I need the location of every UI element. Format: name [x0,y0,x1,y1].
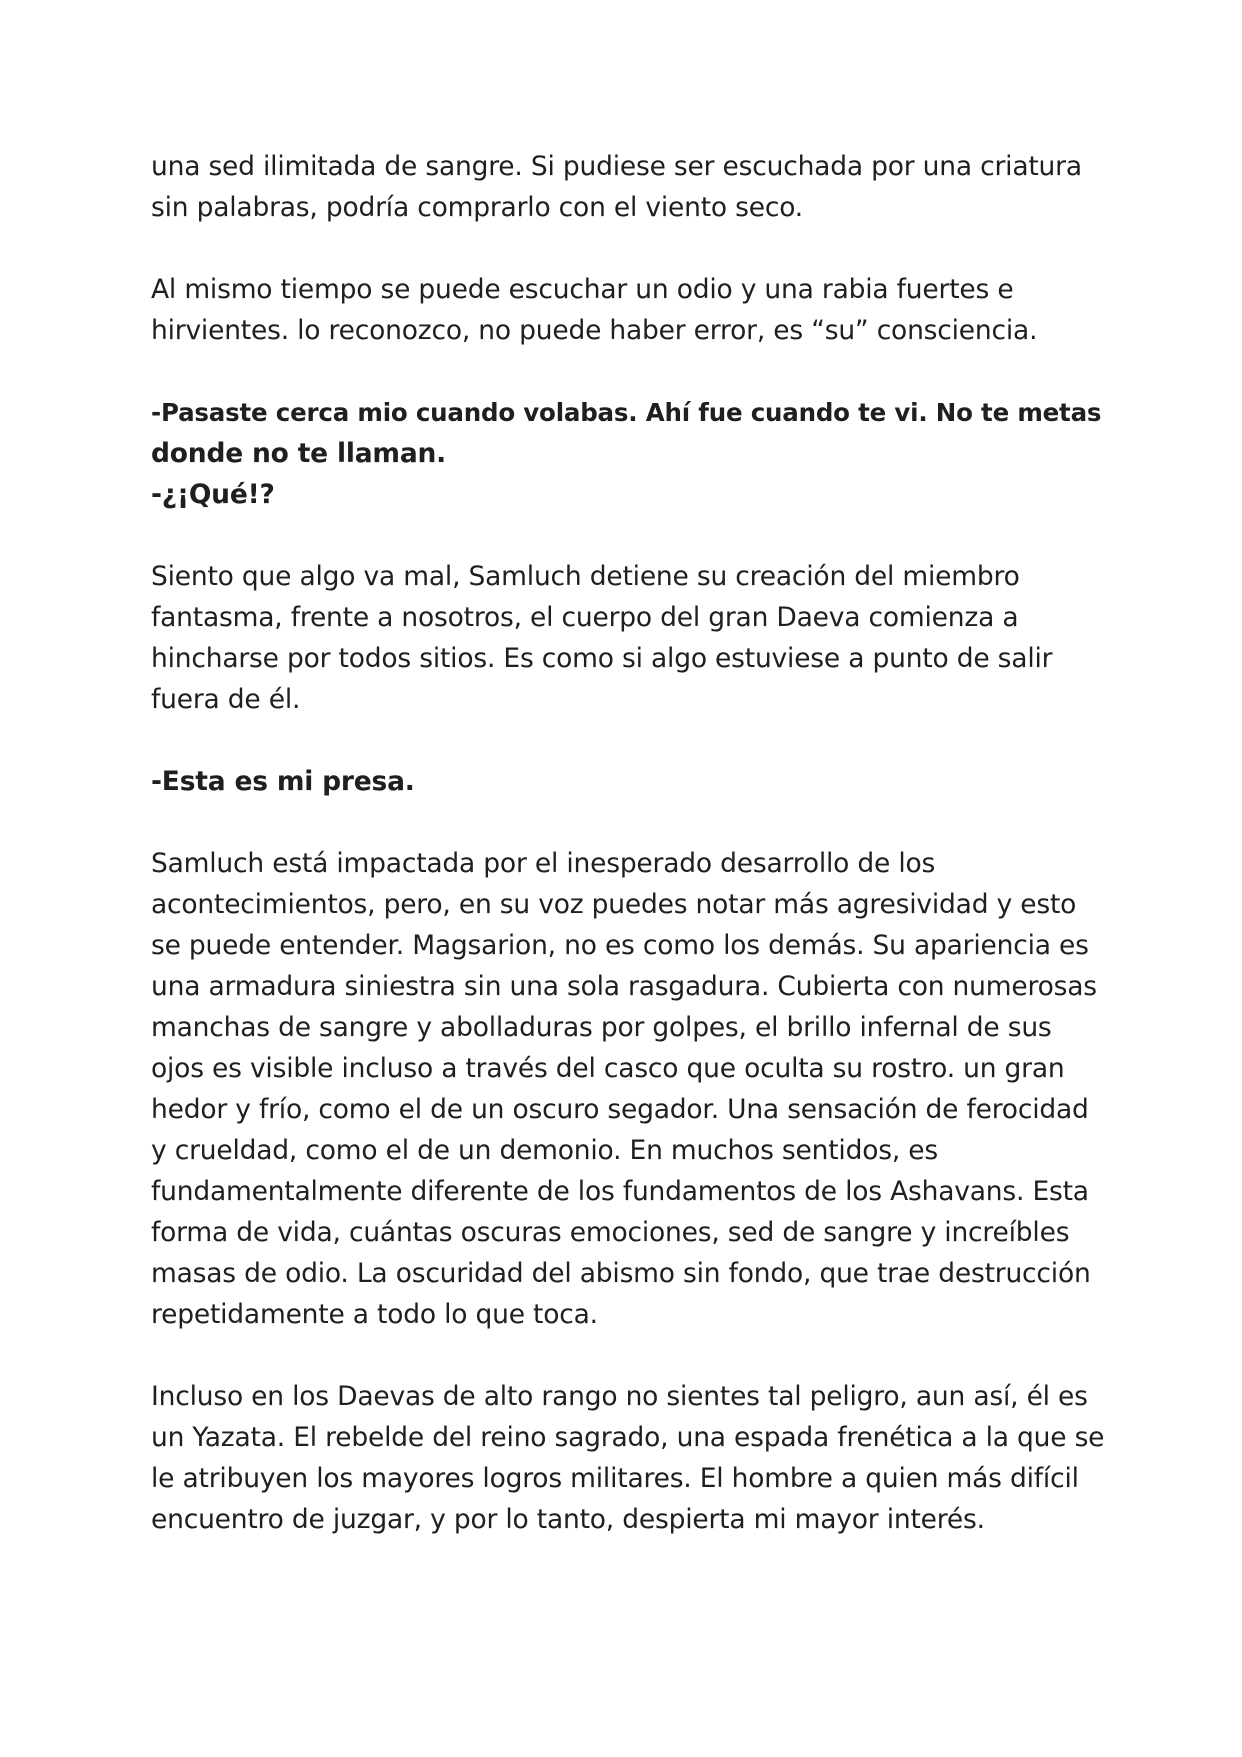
text-line: masas de odio. La oscuridad del abismo sin fondo, que trae destrucción [151,1258,1091,1289]
text-line: se puede entender. Magsarion, no es como los demás. Su apariencia es [151,930,1089,961]
text-line: fantasma, frente a nosotros, el cuerpo del gran Daeva comienza a [151,602,1019,633]
text-line: -Esta es mi presa. [151,766,415,797]
text-line: -Pasaste cerca mio cuando volabas. Ahí fue cuando te vi. No te metas [151,398,1102,427]
text-line: manchas de sangre y abolladuras por golpes, el brillo infernal de sus [151,1012,1052,1043]
text-line: donde no te llaman. [151,438,447,469]
text-line: fundamentalmente diferente de los fundamentos de los Ashavans. Esta [151,1176,1089,1207]
text-line: encuentro de juzgar, y por lo tanto, despierta mi mayor interés. [151,1504,985,1535]
dialogue-paragraph [151,392,1111,515]
text-line: y crueldad, como el de un demonio. En muchos sentidos, es [151,1135,938,1166]
text-line: repetidamente a todo lo que toca. [151,1299,598,1330]
text-line: acontecimientos, pero, en su voz puedes notar más agresividad y esto [151,889,1077,920]
text-line: una sed ilimitada de sangre. Si pudiese ser escuchada por una criatura [151,151,1082,182]
text-line: Samluch está impactada por el inesperado desarrollo de los [151,848,936,879]
narrative-paragraph [151,843,1111,1335]
text-line: un Yazata. El rebelde del reino sagrado, una espada frenética a la que se [151,1422,1105,1453]
text-line: hirvientes. lo reconozco, no puede haber error, es “su” consciencia. [151,315,1038,346]
text-line: forma de vida, cuántas oscuras emociones, sed de sangre y increíbles [151,1217,1070,1248]
narrative-paragraph [151,1376,1111,1540]
text-line: -¿¡Qué!? [151,479,275,510]
text-line: fuera de él. [151,684,301,715]
text-line: una armadura siniestra sin una sola rasgadura. Cubierta con numerosas [151,971,1097,1002]
text-line: Al mismo tiempo se puede escuchar un odio y una rabia fuertes e [151,274,1014,305]
dialogue-paragraph [151,761,1111,802]
text-line: le atribuyen los mayores logros militares. El hombre a quien más difícil [151,1463,1079,1494]
narrative-paragraph [151,556,1111,720]
narrative-paragraph [151,269,1111,351]
text-line: Siento que algo va mal, Samluch detiene su creación del miembro [151,561,1020,592]
text-line: ojos es visible incluso a través del casco que oculta su rostro. un gran [151,1053,1065,1084]
text-line: hincharse por todos sitios. Es como si algo estuviese a punto de salir [151,643,1053,674]
text-line: Incluso en los Daevas de alto rango no sientes tal peligro, aun así, él es [151,1381,1088,1412]
narrative-paragraph [151,146,1111,228]
text-line: sin palabras, podría comprarlo con el viento seco. [151,192,803,223]
document-page [151,146,1111,1581]
text-line: hedor y frío, como el de un oscuro segador. Una sensación de ferocidad [151,1094,1089,1125]
